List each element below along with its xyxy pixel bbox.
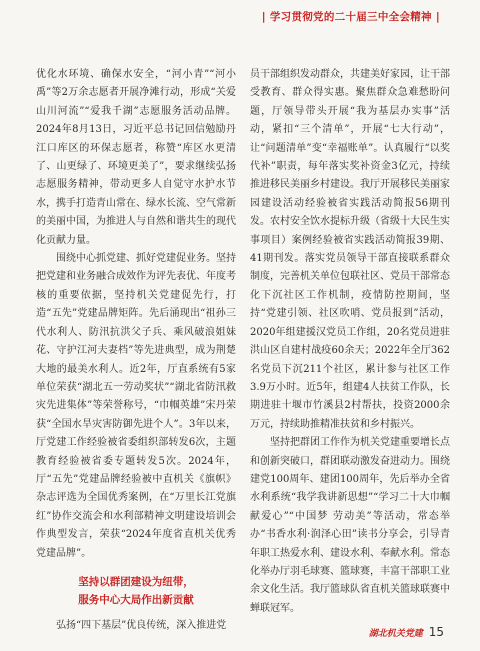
- section-tag-bar-right: |: [435, 11, 440, 23]
- magazine-name: 湖北机关党建: [368, 629, 423, 639]
- subheading-line-1: 坚持以群团建设为纽带，: [78, 575, 194, 588]
- subheading-line-2: 服务中心大局作出新贡献: [78, 593, 194, 606]
- right-paragraph-2: 坚持把群团工作作为机关党建重要增长点和创新突破口，群团联动激发奋进动力。围绕建党100周年、建团100周年，先后举办全省水利系统“我学我讲新思想”“学习二十大巾帼献爱心”“中国梦 劳动美”等活动，常态举办“书香水利·润泽心田”读书分享会，引导青年职工热爱水利、建设水利、奉献水利。常态化举办厅羽毛球赛、篮球赛，丰富干部职工业余文化生活。我厅篮球队省直机关篮球联赛中蝉联冠军。: [250, 437, 450, 614]
- left-paragraph-2: 围绕中心抓党建、抓好党建促业务。坚持把党建和业务融合成效作为评先表优、年度考核的重要依据，坚持机关党建促先行，打造“五先”党建品牌矩阵。先后涌现出“祖孙三代水利人、防汛抗洪父子兵、乘风破浪姐妹花、守护江河夫妻档”等先进典型，成为荆楚大地的最美水利人。近2年，厅直系统有5家单位荣获“湖北五一劳动奖状”“湖北省防汛救灾先进集体”等荣誉称号，“巾帼英雄”宋丹荣获“全国水旱灾害防御先进个人”。3年以来，厅党建工作经验被省委组织部转发6次，主题教育经验被省委专题转发5次。2024年，厅“五先”党建品牌经验被中直机关《旗帜》杂志评选为全国优秀案例，在“万里长江党旗红”协作交流会和水利部精神文明建设培训会作典型发言，荣获“2024年度省直机关优秀党建品牌”。: [36, 253, 236, 559]
- right-paragraph-1: 员干部组织发动群众，共建美好家园，让干部受教育、群众得实惠。聚焦群众急难愁盼问题，厅领导带头开展“我为基层办实事”活动，紧扣“三个清单”，开展“七大行动”，让“问题清单”变“幸福账单”。认真履行“以奖代补”职责，每年落实奖补资金3亿元，持续推进移民美丽乡村建设。我厅开展移民美丽家园建设活动经验被省实践活动简报56期刊发。农村安全饮水提标升级（省级十大民生实事项目）案例经验被省实践活动简报39期、41期刊发。落实党员领导干部直接联系群众制度，完善机关单位包联社区、党员干部常态化下沉社区工作机制，疫情防控期间，坚持“党建引领、社区吹哨、党员报到”活动，2020年组建援汉党员工作组，20名党员进驻洪山区自建村战疫60余天；2022年全厅362名党员下沉211个社区，累计参与社区工作3.9万小时。近5年，组建4人扶贫工作队，长期进驻十堰市竹溪县2村帮扶，投资2000余万元，持续助推精准扶贫和乡村振兴。: [250, 69, 450, 430]
- left-column: [36, 66, 236, 635]
- page-footer: [369, 625, 444, 639]
- left-paragraph-3: 弘扬“四下基层”优良传统，深入推进党: [56, 619, 227, 631]
- section-tag-text: 学习贯彻党的二十届三中全会精神: [269, 11, 432, 23]
- header-band: [0, 0, 480, 30]
- page-number: 15: [428, 625, 444, 639]
- section-tag-bar-left: |: [261, 11, 266, 23]
- section-tag: [258, 9, 444, 24]
- left-paragraph-1: 优化水环境、确保水安全，“河小青”“河小禹”等2万余志愿者开展净滩行动，形成“关爱山川河流”“爱我千湖”志愿服务活动品牌。2024年8月13日，习近平总书记回信勉励丹江口库区的环保志愿者，称赞“库区水更清了、山更绿了、环境更美了”，要求继续弘扬志愿服务精神，带动更多人自觉守水护水节水，携手打造青山常在、绿水长流、空气常新的美丽中国，为推进人与自然和谐共生的现代化贡献力量。: [36, 69, 236, 246]
- section-subheading: [36, 573, 236, 609]
- right-column: [250, 66, 450, 618]
